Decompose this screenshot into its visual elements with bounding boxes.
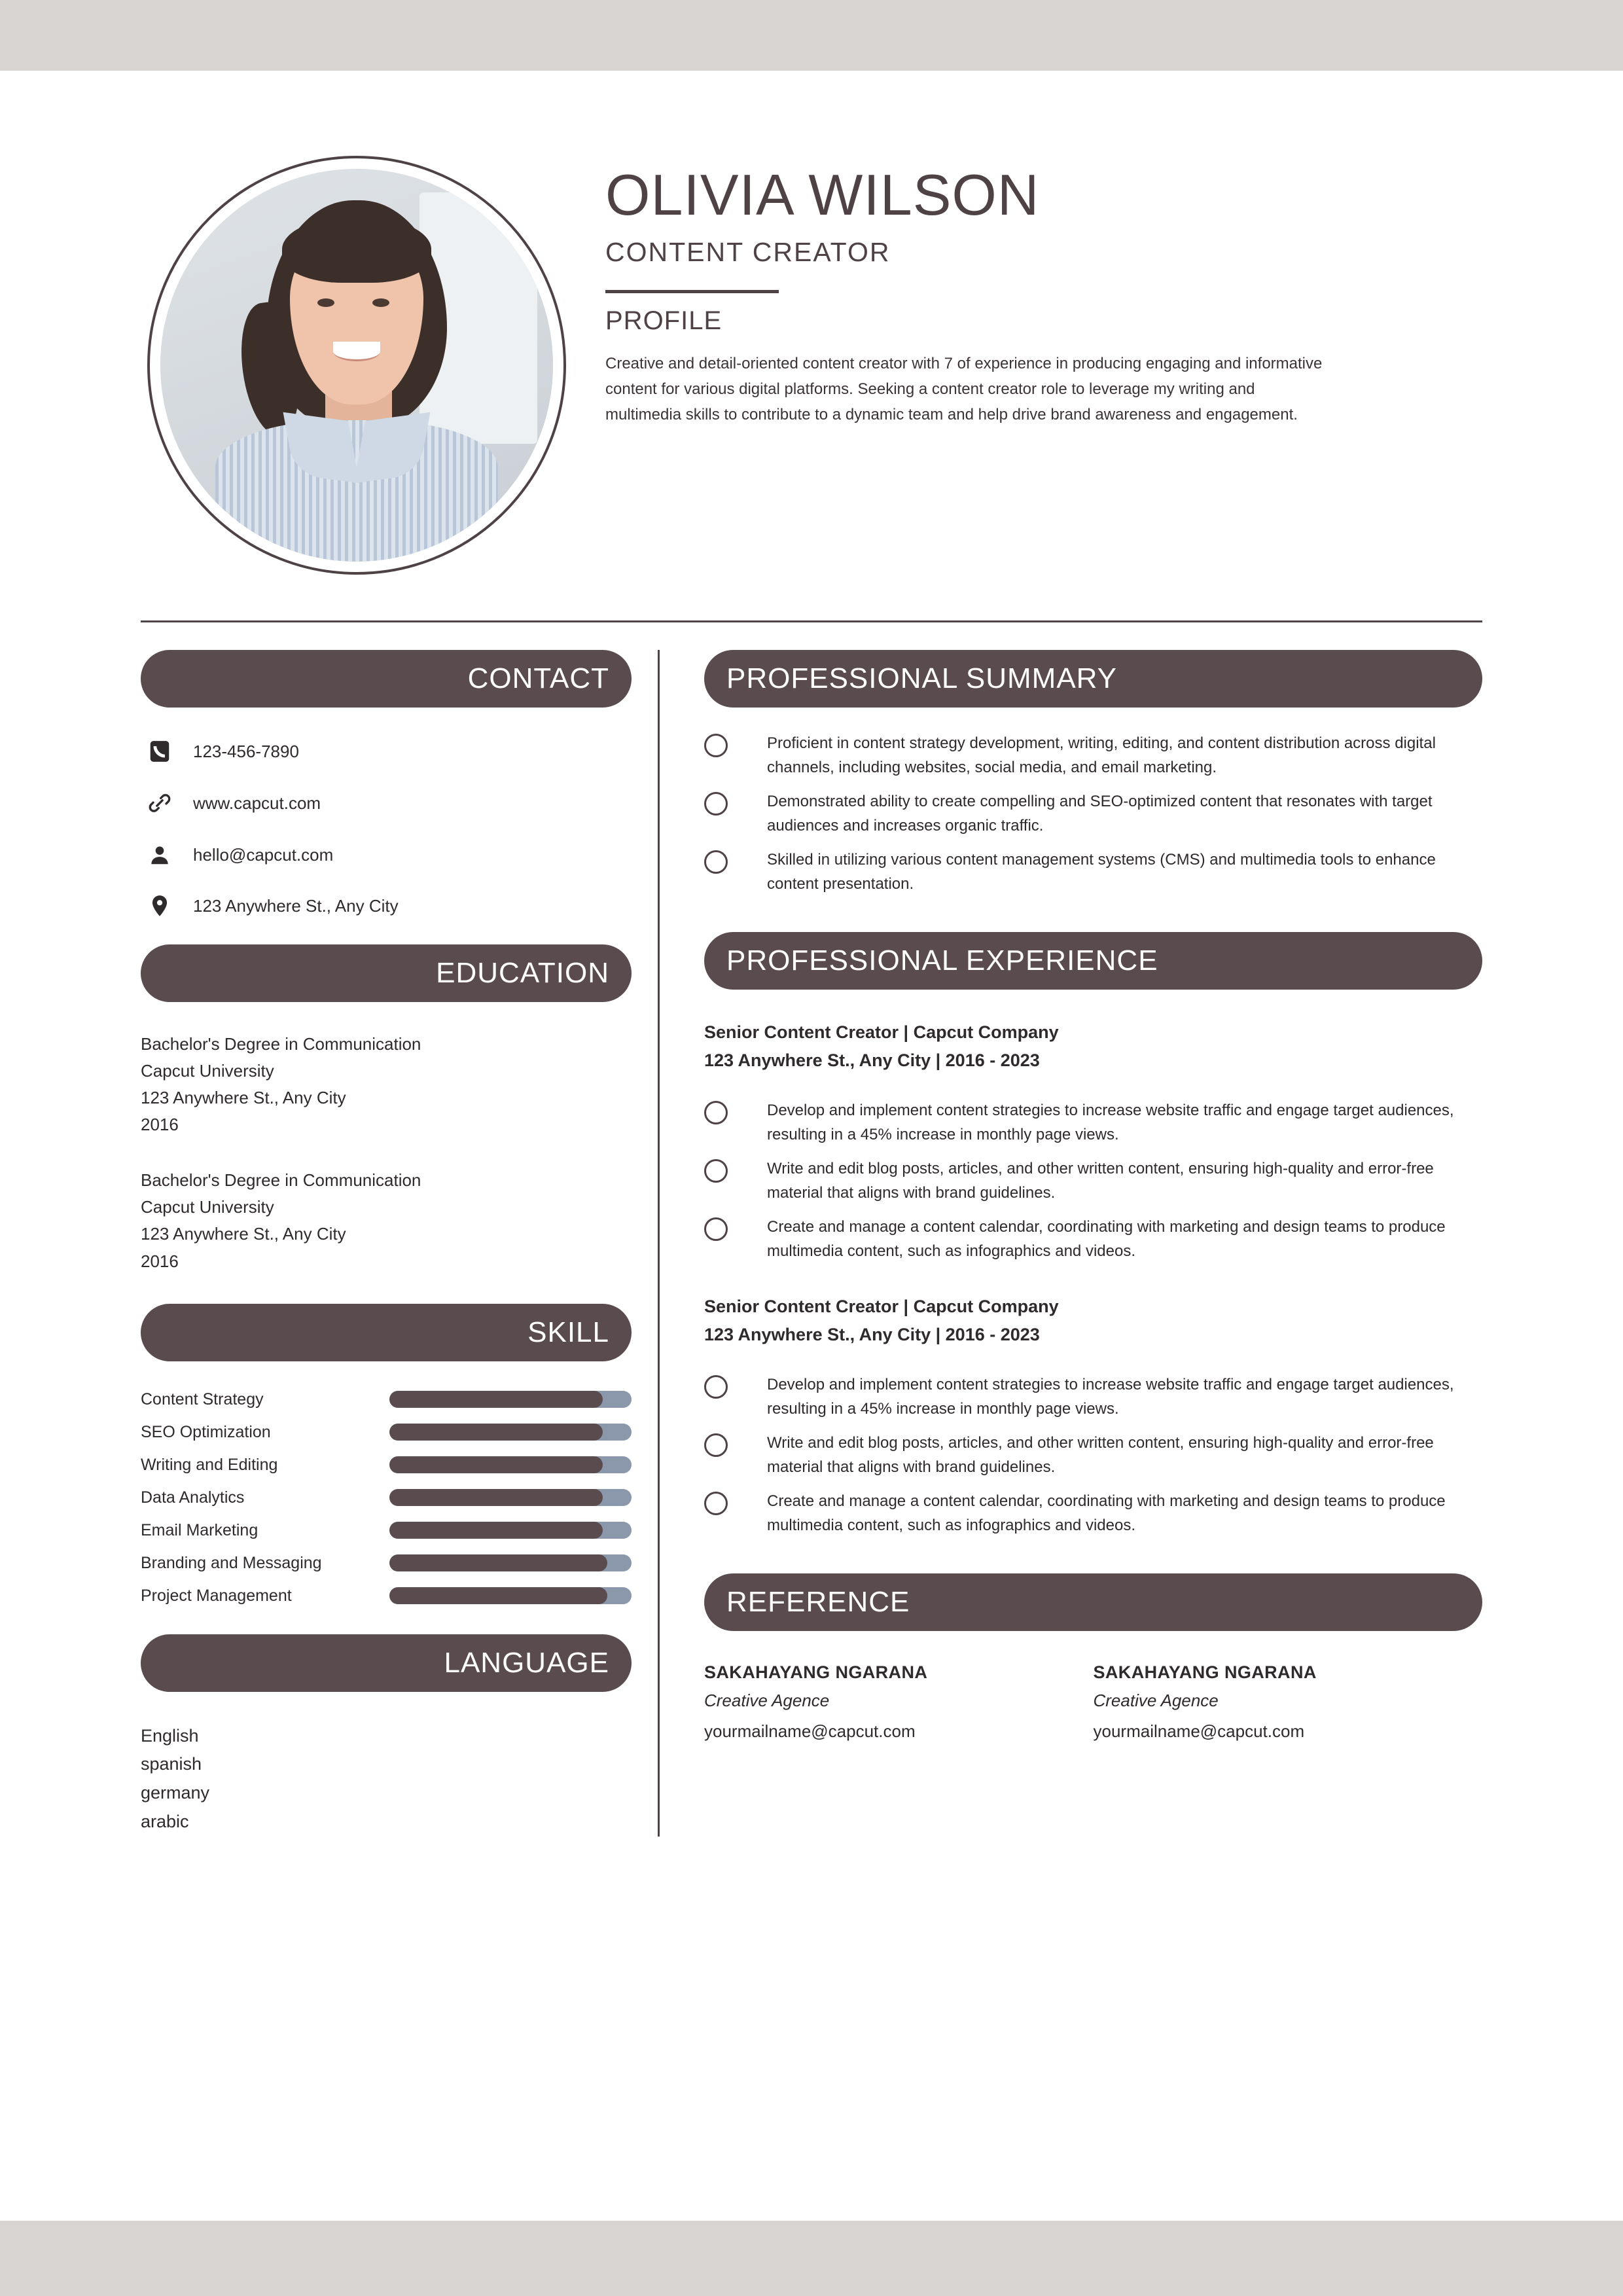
list-item [141,1423,632,1442]
job-bullets [704,1372,1482,1538]
circle-bullet-icon [704,792,728,816]
job-bullets [704,1098,1482,1264]
title-divider [605,290,779,293]
reference-email: yourmailname@capcut.com [704,1721,916,1741]
list-item [141,1456,632,1475]
avatar-ring [147,156,566,575]
job-title: Senior Content Creator | Capcut Company [704,1296,1059,1316]
skill-bar-fill [389,1456,603,1473]
skill-label: Data Analytics [141,1488,245,1507]
bullet-text: Create and manage a content calendar, coordinating with marketing and design teams to produce multimedia content, such as infographics and videos. [767,1217,1446,1261]
profile-paragraph: Creative and detail-oriented content creator with 7 of experience in producing engaging and informative content for various digital platforms. Seeking a content creator role to leverage my writing and multimedia skills to contribute to a dynamic team and help drive brand awareness and engagement. [605,355,1323,424]
header-divider [141,620,1482,622]
skill-label: Email Marketing [141,1520,259,1539]
skill-label: Content Strategy [141,1390,264,1408]
skill-label: Writing and Editing [141,1455,278,1474]
skill-label: Branding and Messaging [141,1553,322,1572]
skill-bar-fill [389,1489,603,1506]
list-item: arabic [141,1811,189,1831]
portrait-smile [333,342,380,361]
circle-bullet-icon [704,1492,728,1515]
list-item [141,790,632,816]
list-item: germany [141,1783,210,1803]
sidebar-column [141,650,658,1837]
experience-section [704,932,1482,1538]
contact-value: 123-456-7890 [193,741,299,761]
language-heading-label: LANGUAGE [444,1646,609,1679]
bullet-text: Write and edit blog posts, articles, and other written content, ensuring high-quality and error-free material that aligns with brand guidelines. [767,1433,1434,1477]
skill-bar [389,1587,632,1604]
section-heading-contact [141,650,632,708]
skill-bar [389,1391,632,1408]
section-heading-language [141,1634,632,1692]
circle-bullet-icon [704,1159,728,1183]
phone-icon [141,739,179,764]
education-year: 2016 [141,1251,179,1271]
list-item [704,848,1482,897]
list-item [704,1157,1482,1206]
reference-role: Creative Agence [1093,1690,1219,1710]
circle-bullet-icon [704,1375,728,1399]
list-item [704,1372,1482,1422]
reference-name: SAKAHAYANG NGARANA [704,1662,928,1682]
education-address: 123 Anywhere St., Any City [141,1088,346,1108]
bullet-text: Write and edit blog posts, articles, and other written content, ensuring high-quality and error-free material that aligns with brand guidelines. [767,1159,1434,1202]
skill-bar-fill [389,1522,603,1539]
list-item [704,1662,1094,1742]
skill-label: SEO Optimization [141,1422,271,1441]
list-item [704,1098,1482,1147]
skill-bar-fill [389,1391,603,1408]
list-item [704,789,1482,838]
list-item [141,739,632,764]
education-school: Capcut University [141,1061,274,1081]
list-item [141,1031,632,1138]
portrait-shirt [215,420,498,562]
circle-bullet-icon [704,1433,728,1457]
reference-role: Creative Agence [704,1690,830,1710]
skill-bar [389,1456,632,1473]
skill-bar-fill [389,1424,603,1441]
education-degree: Bachelor's Degree in Communication [141,1170,421,1191]
section-heading-summary [704,650,1482,708]
portrait-fringe [282,216,431,283]
list-item [704,1215,1482,1264]
list-item [141,1167,632,1274]
contact-heading-label: CONTACT [467,662,609,694]
education-heading-label: EDUCATION [436,957,609,989]
job-meta: 123 Anywhere St., Any City | 2016 - 2023 [704,1324,1040,1344]
skill-bar [389,1554,632,1571]
education-list [141,1031,632,1275]
list-item: spanish [141,1754,202,1774]
person-icon [141,842,179,867]
bullet-text: Develop and implement content strategies to increase website traffic and engage target audiences, resulting in a 45% increase in monthly page views. [767,1376,1454,1418]
page-title: OLIVIA WILSON [605,162,1040,227]
resume-header [141,143,1482,601]
education-year: 2016 [141,1115,179,1135]
list-item [141,842,632,867]
location-pin-icon [141,893,179,918]
language-list [141,1722,632,1837]
header-text [573,143,1482,428]
photo-container [141,143,573,575]
bullet-text: Develop and implement content strategies to increase website traffic and engage target audiences, resulting in a 45% increase in monthly page views. [767,1102,1454,1144]
bullet-text: Proficient in content strategy development, writing, editing, and content distribution across digital channels, including websites, social media, and email marketing. [767,734,1436,777]
job-title: Senior Content Creator | Capcut Company [704,1022,1059,1042]
circle-bullet-icon [704,850,728,874]
skill-bar-fill [389,1587,607,1604]
list-item [141,1587,632,1605]
reference-email: yourmailname@capcut.com [1093,1721,1305,1741]
profile-heading: PROFILE [605,306,722,336]
reference-list [704,1662,1482,1742]
main-column [658,650,1482,1837]
list-item [141,1521,632,1540]
reference-name: SAKAHAYANG NGARANA [1093,1662,1317,1682]
contact-value: 123 Anywhere St., Any City [193,895,399,916]
bullet-text: Skilled in utilizing various content management systems (CMS) and multimedia tools to enhance content presentation. [767,850,1436,893]
resume-columns [141,650,1482,1837]
experience-item [704,1018,1482,1264]
summary-section [704,650,1482,897]
section-heading-education [141,944,632,1002]
summary-heading-label: PROFESSIONAL SUMMARY [726,662,1118,694]
bullet-text: Demonstrated ability to create compelling and SEO-optimized content that resonates with target audiences and increases organic traffic. [767,792,1433,835]
experience-item [704,1293,1482,1538]
list-item [141,893,632,918]
list-item [141,1488,632,1507]
reference-heading-label: REFERENCE [726,1585,910,1618]
contact-list [141,739,632,918]
skill-bar [389,1424,632,1441]
section-heading-experience [704,932,1482,990]
education-school: Capcut University [141,1197,274,1217]
reference-section [704,1573,1482,1742]
resume-page [0,71,1623,2221]
bullet-text: Create and manage a content calendar, coordinating with marketing and design teams to produce multimedia content, such as infographics and videos. [767,1492,1446,1535]
education-degree: Bachelor's Degree in Communication [141,1034,421,1054]
avatar [160,169,553,562]
contact-value: www.capcut.com [193,793,321,813]
list-item [704,1489,1482,1538]
education-address: 123 Anywhere St., Any City [141,1224,346,1244]
job-meta: 123 Anywhere St., Any City | 2016 - 2023 [704,1050,1040,1070]
skill-bar [389,1522,632,1539]
resume-content [141,143,1482,1837]
skill-label: Project Management [141,1586,292,1605]
circle-bullet-icon [704,1217,728,1241]
contact-value: hello@capcut.com [193,844,334,865]
skill-bar-fill [389,1554,607,1571]
skill-list [141,1390,632,1605]
section-heading-reference [704,1573,1482,1631]
skill-bar [389,1489,632,1506]
list-item [141,1554,632,1573]
summary-bullets [704,731,1482,897]
section-heading-skill [141,1304,632,1361]
list-item [141,1390,632,1409]
list-item: English [141,1725,199,1746]
skill-heading-label: SKILL [527,1316,609,1348]
list-item [704,731,1482,780]
list-item [1094,1662,1483,1742]
circle-bullet-icon [704,734,728,757]
link-icon [141,790,179,816]
experience-heading-label: PROFESSIONAL EXPERIENCE [726,944,1158,977]
job-role: CONTENT CREATOR [605,237,891,268]
list-item [704,1431,1482,1480]
circle-bullet-icon [704,1101,728,1124]
